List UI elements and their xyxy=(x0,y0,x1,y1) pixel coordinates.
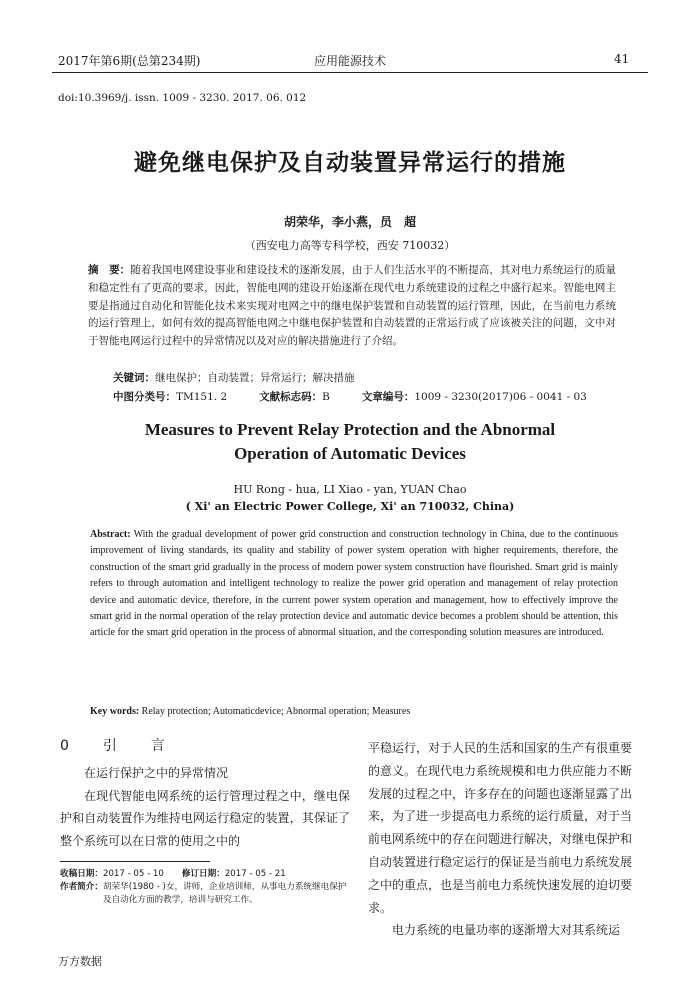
page-number: 41 xyxy=(614,52,630,66)
right-paragraph-1: 平稳运行，对于人民的生活和国家的生产有很重要的意义。在现代电力系统规模和电力供应能力不断发展的过程之中，许多存在的问题也逐渐显露了出来，为了进一步提高电力系统的运行质量，对于当前电网系统中的存在问题进行解决，对继电保护和自动装置进行稳定运行的保证是当前电力系统发展之中的重点，也是当前电力系统快速发展的迫切要求。 xyxy=(368,741,633,915)
authors-en: HU Rong - hua, LI Xiao - yan, YUAN Chao xyxy=(233,483,467,496)
abstract-en-label: Abstract: xyxy=(90,529,131,540)
title-en-line-2: Operation of Automatic Devices xyxy=(234,444,466,463)
doc-code-label: 文献标志码： xyxy=(259,391,323,403)
title-cn: 避免继电保护及自动装置异常运行的措施 xyxy=(134,150,566,176)
header-rule xyxy=(52,72,648,73)
revised-value: 2017 - 05 - 21 xyxy=(224,869,286,879)
left-paragraph: 在现代智能电网系统的运行管理过程之中，继电保护和自动装置作为维持电网运行稳定的装置，其保证了整个系统可以在日常的使用之中的 xyxy=(60,788,350,849)
affiliation-cn: （西安电力高等专科学校，西安 710032） xyxy=(244,239,456,252)
right-paragraph-2: 电力系统的电量功率的逐渐增大对其系统运 xyxy=(392,923,621,938)
running-header-issue: 2017年第6期(总第234期) xyxy=(58,54,201,68)
keywords-en-text: Relay protection; Automaticdevice; Abnormal operation; Measures xyxy=(139,706,411,717)
author-bio-label: 作者简介： xyxy=(60,882,103,892)
abstract-en xyxy=(90,527,618,642)
clc-value: TM151. 2 xyxy=(176,391,228,403)
clc-label: 中图分类号： xyxy=(113,391,176,403)
keywords-cn xyxy=(113,370,355,385)
body-right-column xyxy=(368,737,632,942)
authors-cn: 胡荣华，李小燕，员 超 xyxy=(283,215,416,229)
abstract-en-text: With the gradual development of power grid construction and construction technology in China, due to the continuous improvement of living standards, its quality and stability of power system operation with higher requirements, therefore, the construction of the smart grid gradually in the process of modern power system construction have flourished. Smart grid is mainly refers to through automation and intelligent technology to realize the power grid operation and management of relay protection device and automatic device, therefore, in the current power system operation and management, how to effectively improve the smart grid in the normal operation of the relay protection device and automatic device becomes a problem should be attention, this article for the smart grid operation in the process of abnormal situation, and the corresponding solution measures are introduced. xyxy=(90,529,618,639)
received-label: 收稿日期： xyxy=(60,869,103,879)
running-header-journal: 应用能源技术 xyxy=(313,54,386,68)
article-id-value: 1009 - 3230(2017)06 - 0041 - 03 xyxy=(414,391,587,403)
doc-code-value: B xyxy=(322,391,330,403)
footnote-rule xyxy=(60,861,210,862)
affiliation-en: ( Xi' an Electric Power College, Xi' an 710032, China) xyxy=(185,500,515,513)
footer-brand: 万方数据 xyxy=(58,955,102,968)
body-left-column xyxy=(60,735,350,853)
revised-label: 修订日期： xyxy=(181,869,225,879)
received-value: 2017 - 05 - 10 xyxy=(102,869,164,879)
article-id-label: 文章编号： xyxy=(361,391,415,403)
keywords-cn-label: 关键词： xyxy=(113,372,155,384)
doi[interactable]: doi:10.3969/j. issn. 1009 - 3230. 2017. 06. 012 xyxy=(58,92,307,104)
author-bio-text: 胡荣华(1980 - )女，讲师，企业培训师，从事电力系统继电保护及自动化方面的教学，培训与研究工作。 xyxy=(102,882,347,905)
abstract-cn-text: 随着我国电网建设事业和建设技术的逐渐发展，由于人们生活水平的不断提高，其对电力系统运行的质量和稳定性有了更高的要求，因此，智能电网的建设开始逐渐在现代电力系统建设的过程之中盛行起来。智能电网主要是指通过自动化和智能化技术来实现对电网之中的继电保护装置和自动装置的运行管理，因此，在当前电力系统的运行管理上，如何有效的提高智能电网之中继电保护装置和自动装置的正常运行成了应该被关注的问题，文中对于智能电网运行过程中的异常情况以及对应的解决措施进行了介绍。 xyxy=(88,264,617,348)
classification-line xyxy=(113,389,633,404)
section-heading: 0 引 言 xyxy=(60,738,175,754)
footnote xyxy=(60,868,350,907)
footnote-author xyxy=(60,881,350,907)
title-en-line-1: Measures to Prevent Relay Protection and the Abnormal xyxy=(144,420,556,439)
subheading: 在运行保护之中的异常情况 xyxy=(84,765,229,780)
keywords-cn-text: 继电保护；自动装置；异常运行；解决措施 xyxy=(155,372,355,384)
title-en xyxy=(0,418,700,466)
footnote-dates xyxy=(60,868,350,881)
keywords-en-label: Key words: xyxy=(90,706,140,717)
abstract-cn xyxy=(88,262,616,351)
keywords-en xyxy=(90,706,410,717)
abstract-cn-label: 摘 要： xyxy=(88,264,131,276)
